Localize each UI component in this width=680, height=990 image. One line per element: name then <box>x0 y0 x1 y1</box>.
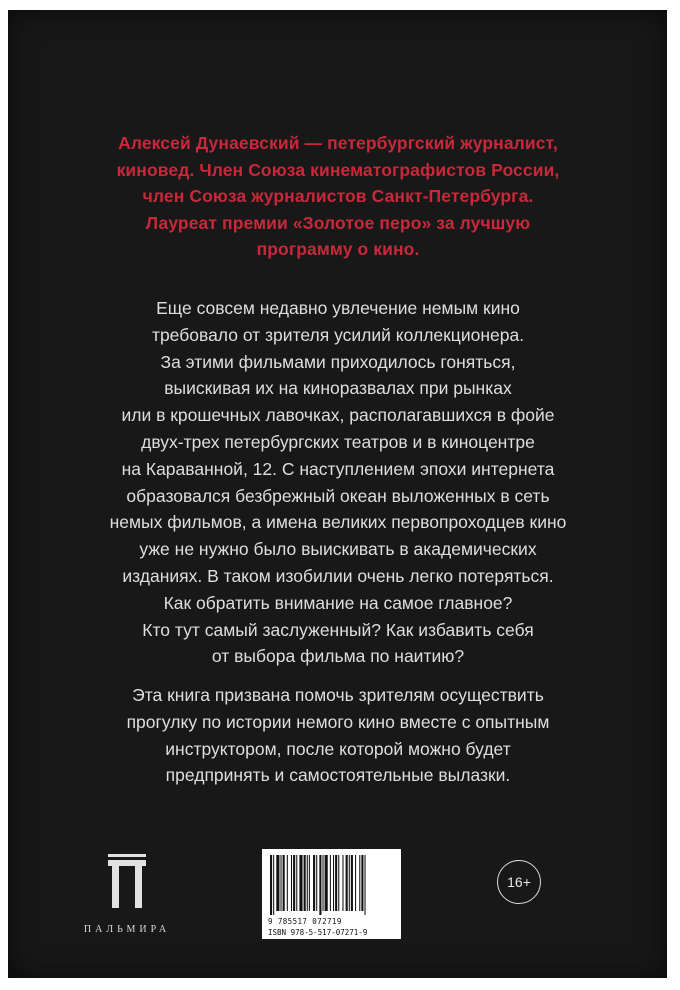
paragraph-line: от выбора фильма по наитию? <box>211 646 465 667</box>
bio-line: Лауреат премии «Золотое перо» за лучшую <box>145 212 531 233</box>
paragraph-line: двух-трех петербургских театров и в киноцентре <box>141 431 535 452</box>
barcode-digits: 9 785517 072719 <box>268 917 342 926</box>
paragraph-line: прогулку по истории немого кино вместе с опытным <box>126 711 550 732</box>
bio-line: киновед. Член Союза кинематографистов России, <box>116 159 560 180</box>
publisher-logo <box>62 850 192 940</box>
book-back-cover <box>8 10 667 978</box>
description-paragraph-1 <box>63 295 613 670</box>
paragraph-line: инструктором, после которой можно будет <box>165 738 511 759</box>
bio-line: Алексей Дунаевский — петербургский журналист, <box>118 133 558 153</box>
bio-line: программу о кино. <box>256 239 420 259</box>
barcode <box>262 849 401 939</box>
paragraph-line: Еще совсем недавно увлечение немым кино <box>156 298 520 318</box>
author-bio <box>68 130 608 263</box>
paragraph-line: требовало от зрителя усилий коллекционера. <box>151 324 525 345</box>
paragraph-line: образовался безбрежный океан выложенных в сеть <box>126 485 550 506</box>
paragraph-line: уже не нужно было выискивать в академических <box>139 539 537 560</box>
paragraph-line: на Караванной, 12. С наступлением эпохи интернета <box>121 458 555 479</box>
barcode-bars <box>268 855 396 915</box>
paragraph-line: Кто тут самый заслуженный? Как избавить себя <box>142 619 534 640</box>
pi-letter-icon <box>106 852 148 910</box>
paragraph-line: выискивая их на киноразвалах при рынках <box>164 378 512 399</box>
bio-line: член Союза журналистов Санкт-Петербурга. <box>142 186 534 206</box>
publisher-name: ПАЛЬМИРА <box>83 924 171 935</box>
paragraph-line: предпринять и самостоятельные вылазки. <box>165 765 511 786</box>
paragraph-line: изданиях. В таком изобилии очень легко потеряться. <box>122 565 554 586</box>
paragraph-line: или в крошечных лавочках, располагавшихся в фойе <box>121 405 555 426</box>
paragraph-line: За этими фильмами приходилось гоняться, <box>160 351 516 372</box>
isbn-number: ISBN 978-5-517-07271-9 <box>268 928 368 937</box>
paragraph-line: Как обратить внимание на самое главное? <box>163 592 513 613</box>
age-rating-badge: 16+ <box>497 860 541 904</box>
paragraph-line: Эта книга призвана помочь зрителям осуществить <box>132 685 544 705</box>
description-paragraph-2 <box>63 682 613 789</box>
paragraph-line: немых фильмов, а имена великих первопроходцев кино <box>109 512 567 533</box>
